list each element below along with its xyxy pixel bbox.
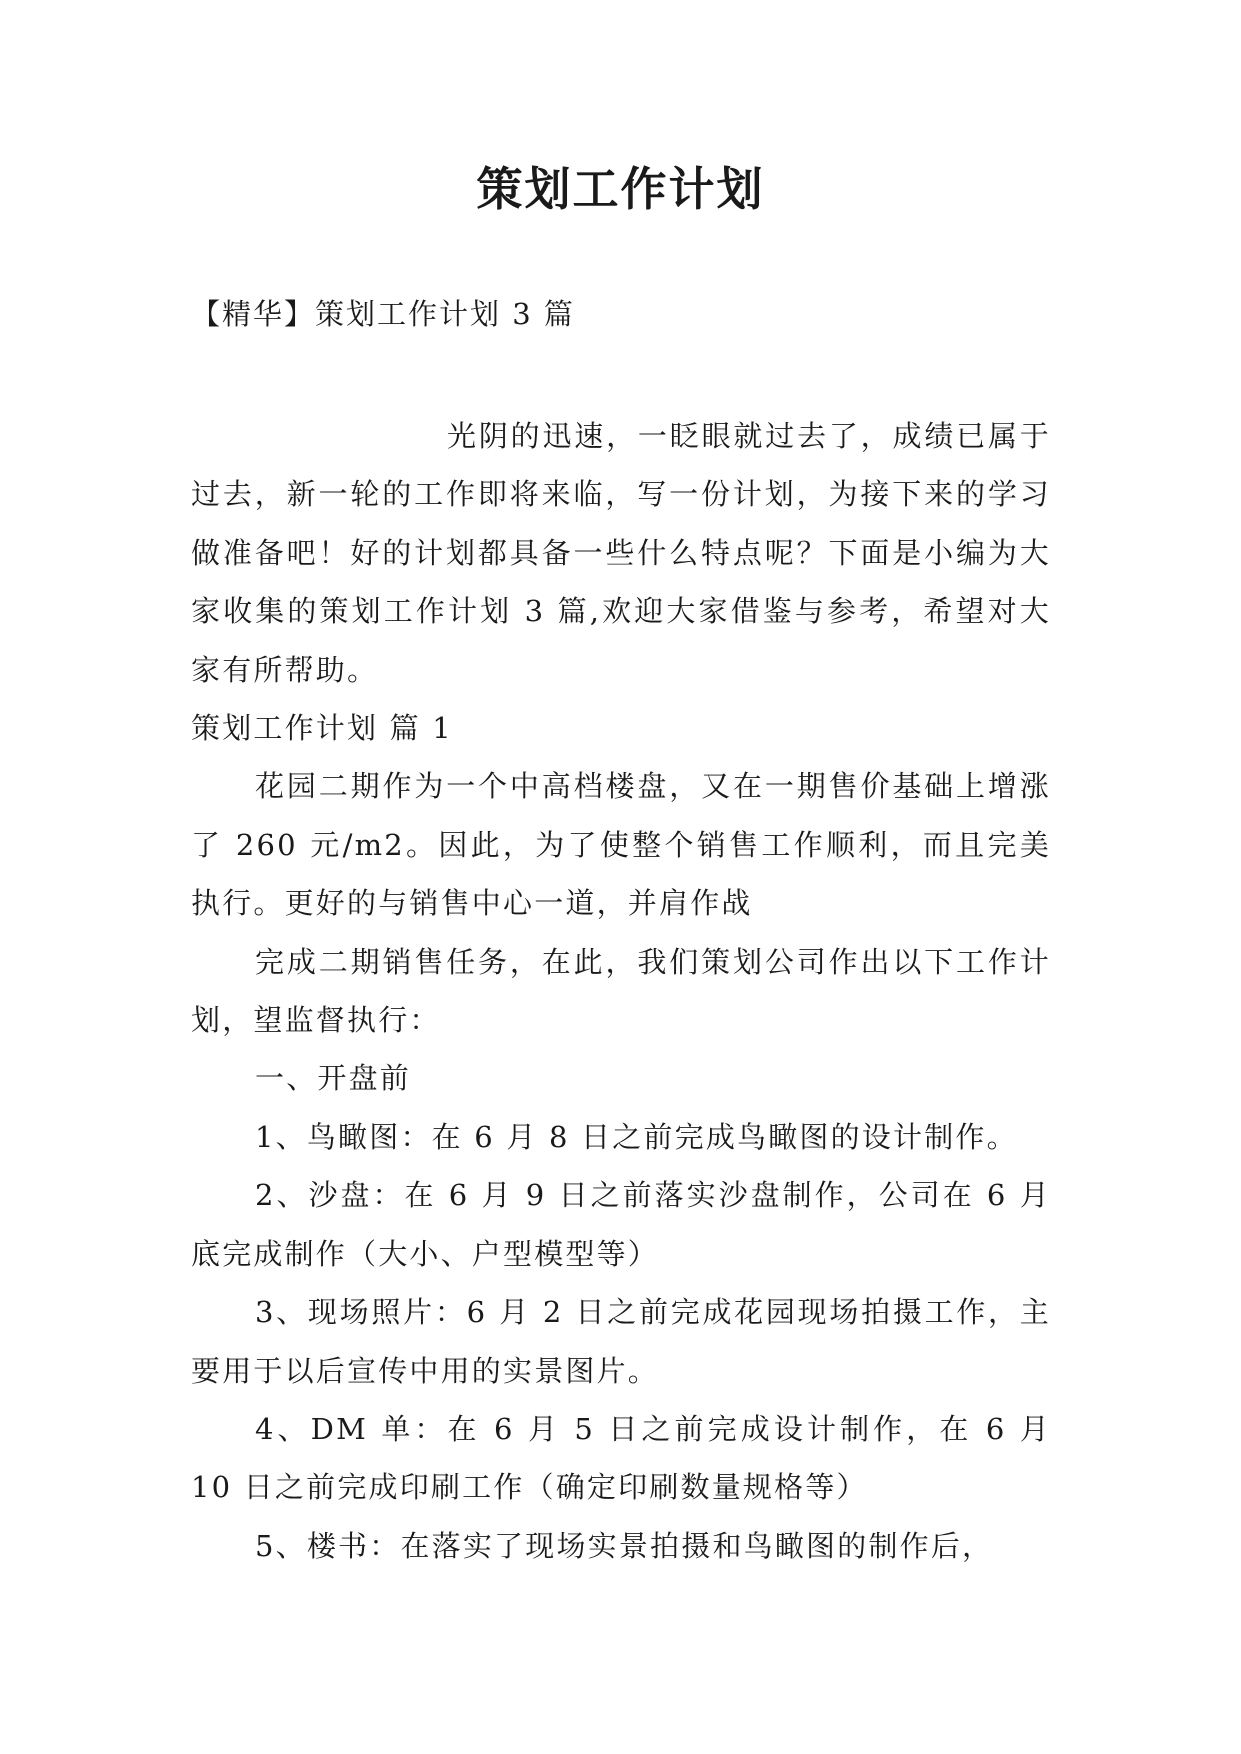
body-paragraph-5: 2、沙盘：在 6 月 9 日之前落实沙盘制作，公司在 6 月底完成制作（大小、户型模型等） [191, 1178, 1051, 1271]
document-subtitle: 【精华】策划工作计划 3 篇 [191, 297, 575, 331]
body-paragraph-6: 3、现场照片：6 月 2 日之前完成花园现场拍摄工作，主要用于以后宣传中用的实景图片。 [191, 1295, 1051, 1388]
body-paragraph-8: 5、楼书：在落实了现场实景拍摄和鸟瞰图的制作后， [255, 1528, 994, 1563]
body-paragraph-2: 完成二期销售任务，在此，我们策划公司作出以下工作计划，望监督执行： [191, 944, 1051, 1038]
body-paragraph-4: 1、鸟瞰图：在 6 月 8 日之前完成鸟瞰图的设计制作。 [255, 1119, 1018, 1154]
body-paragraph-1: 花园二期作为一个中高档楼盘，又在一期售价基础上增涨了 260 元/m2。因此，为了使整个销售工作顺利，而且完美执行。更好的与销售中心一道，并肩作战 [191, 769, 1051, 921]
section-heading: 策划工作计划 篇 1 [191, 711, 453, 746]
document-title: 策划工作计划 [476, 162, 765, 216]
document-body [191, 407, 1051, 1575]
body-paragraph-7: 4、DM 单：在 6 月 5 日之前完成设计制作，在 6 月 10 日之前完成印刷工作（确定印刷数量规格等） [191, 1411, 1051, 1505]
intro-paragraph: 光阴的迅速，一眨眼就过去了，成绩已属于过去，新一轮的工作即将来临，写一份计划，为接下来的学习做准备吧！好的计划都具备一些什么特点呢？下面是小编为大家收集的策划工作计划 3 篇,欢迎大家借鉴与参考，希望对大家有所帮助。 [191, 419, 1051, 687]
body-paragraph-3: 一、开盘前 [255, 1061, 412, 1096]
